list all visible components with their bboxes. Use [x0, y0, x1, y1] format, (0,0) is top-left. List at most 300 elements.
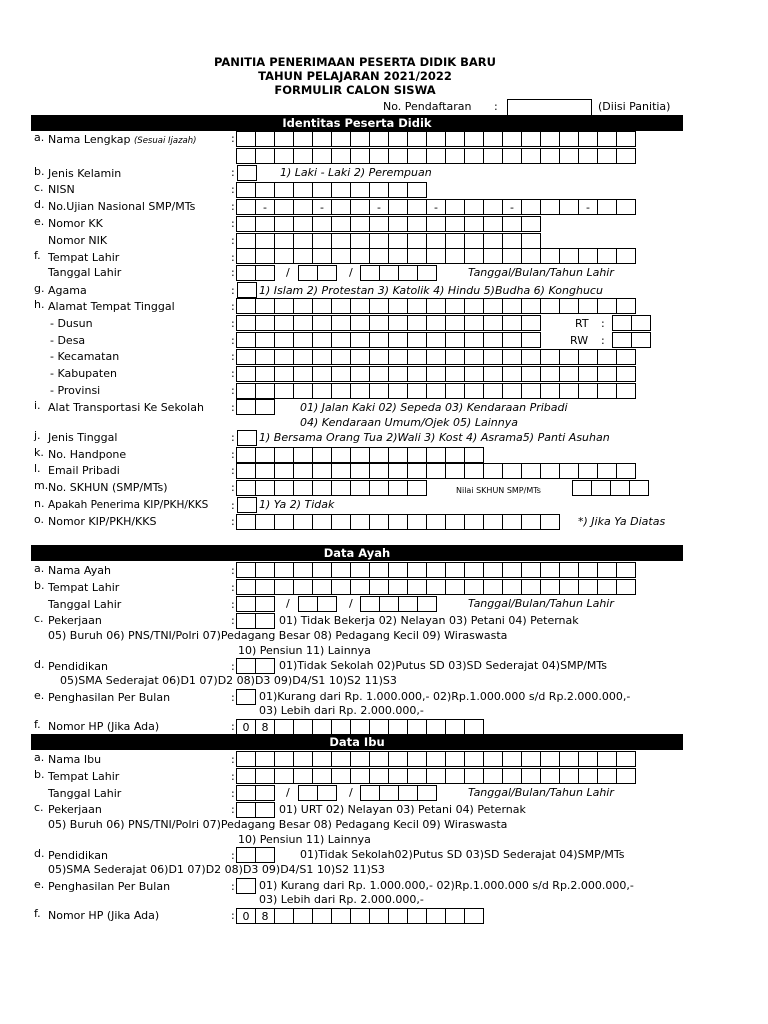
- character-cell[interactable]: [398, 785, 418, 801]
- character-cell[interactable]: [350, 233, 370, 249]
- character-cell[interactable]: [426, 148, 446, 164]
- character-cell[interactable]: [331, 579, 351, 595]
- character-cell[interactable]: [388, 751, 408, 767]
- character-cell[interactable]: [612, 332, 632, 348]
- province-boxes[interactable]: [237, 383, 636, 399]
- character-cell[interactable]: [360, 785, 380, 801]
- character-cell[interactable]: [483, 199, 503, 215]
- character-cell[interactable]: [369, 447, 389, 463]
- character-cell[interactable]: [502, 383, 522, 399]
- character-cell[interactable]: [388, 182, 408, 198]
- phone-boxes[interactable]: [237, 447, 484, 463]
- character-cell[interactable]: [379, 596, 399, 612]
- character-cell[interactable]: [521, 248, 541, 264]
- character-cell[interactable]: [350, 514, 370, 530]
- character-cell[interactable]: [445, 514, 465, 530]
- character-cell[interactable]: [540, 579, 560, 595]
- nik-boxes[interactable]: [237, 233, 541, 249]
- character-cell[interactable]: [293, 383, 313, 399]
- character-cell[interactable]: [616, 248, 636, 264]
- character-cell[interactable]: [483, 383, 503, 399]
- character-cell[interactable]: [483, 233, 503, 249]
- character-cell[interactable]: [293, 315, 313, 331]
- character-cell[interactable]: [597, 248, 617, 264]
- character-cell[interactable]: [369, 366, 389, 382]
- character-cell[interactable]: [350, 216, 370, 232]
- character-cell[interactable]: [312, 332, 332, 348]
- character-cell[interactable]: [597, 366, 617, 382]
- character-cell[interactable]: [274, 349, 294, 365]
- character-cell[interactable]: [312, 463, 332, 479]
- character-cell[interactable]: [274, 233, 294, 249]
- character-cell[interactable]: [350, 751, 370, 767]
- character-cell[interactable]: [388, 383, 408, 399]
- character-cell[interactable]: [369, 562, 389, 578]
- character-cell[interactable]: -: [369, 199, 389, 215]
- birthdate-year-boxes[interactable]: [361, 265, 437, 281]
- character-cell[interactable]: [293, 768, 313, 784]
- character-cell[interactable]: [293, 199, 313, 215]
- character-cell[interactable]: [521, 366, 541, 382]
- character-cell[interactable]: [255, 751, 275, 767]
- character-cell[interactable]: [464, 349, 484, 365]
- character-cell[interactable]: [388, 148, 408, 164]
- character-cell[interactable]: [426, 233, 446, 249]
- character-cell[interactable]: [464, 768, 484, 784]
- character-cell[interactable]: [398, 265, 418, 281]
- character-cell[interactable]: [407, 248, 427, 264]
- character-cell[interactable]: [483, 366, 503, 382]
- character-cell[interactable]: [521, 751, 541, 767]
- character-cell[interactable]: [331, 514, 351, 530]
- character-cell[interactable]: [293, 579, 313, 595]
- character-cell[interactable]: [293, 366, 313, 382]
- character-cell[interactable]: [559, 349, 579, 365]
- character-cell[interactable]: [483, 248, 503, 264]
- character-cell[interactable]: [616, 383, 636, 399]
- character-cell[interactable]: [360, 265, 380, 281]
- character-cell[interactable]: [350, 182, 370, 198]
- full-name-row2-boxes[interactable]: [237, 148, 636, 164]
- character-cell[interactable]: [502, 216, 522, 232]
- character-cell[interactable]: [407, 233, 427, 249]
- residence-box[interactable]: [237, 430, 257, 446]
- character-cell[interactable]: [293, 349, 313, 365]
- character-cell[interactable]: [578, 768, 598, 784]
- character-cell[interactable]: [616, 463, 636, 479]
- character-cell[interactable]: [331, 349, 351, 365]
- mother-job-boxes[interactable]: [237, 802, 275, 818]
- character-cell[interactable]: [331, 447, 351, 463]
- character-cell[interactable]: [521, 315, 541, 331]
- character-cell[interactable]: [445, 298, 465, 314]
- character-cell[interactable]: [629, 480, 649, 496]
- character-cell[interactable]: [398, 596, 418, 612]
- character-cell[interactable]: [274, 383, 294, 399]
- character-cell[interactable]: [317, 785, 337, 801]
- character-cell[interactable]: [293, 514, 313, 530]
- father-birthdate-month-boxes[interactable]: [299, 596, 337, 612]
- nisn-boxes[interactable]: [237, 182, 427, 198]
- character-cell[interactable]: [540, 383, 560, 399]
- character-cell[interactable]: [350, 199, 370, 215]
- character-cell[interactable]: [293, 182, 313, 198]
- character-cell[interactable]: [293, 216, 313, 232]
- character-cell[interactable]: [293, 751, 313, 767]
- character-cell[interactable]: [521, 562, 541, 578]
- character-cell[interactable]: [350, 562, 370, 578]
- character-cell[interactable]: [388, 562, 408, 578]
- character-cell[interactable]: [502, 463, 522, 479]
- character-cell[interactable]: [236, 332, 256, 348]
- character-cell[interactable]: [407, 131, 427, 147]
- character-cell[interactable]: [388, 480, 408, 496]
- address-boxes[interactable]: [237, 298, 636, 314]
- character-cell[interactable]: [255, 463, 275, 479]
- character-cell[interactable]: [540, 248, 560, 264]
- character-cell[interactable]: [540, 514, 560, 530]
- character-cell[interactable]: [417, 265, 437, 281]
- character-cell[interactable]: [559, 366, 579, 382]
- character-cell[interactable]: [426, 366, 446, 382]
- character-cell[interactable]: [369, 233, 389, 249]
- character-cell[interactable]: [274, 298, 294, 314]
- character-cell[interactable]: [298, 785, 318, 801]
- character-cell[interactable]: [616, 366, 636, 382]
- character-cell[interactable]: [483, 579, 503, 595]
- character-cell[interactable]: [379, 785, 399, 801]
- village-boxes[interactable]: [237, 332, 541, 348]
- character-cell[interactable]: [426, 514, 446, 530]
- character-cell[interactable]: [317, 265, 337, 281]
- character-cell[interactable]: [388, 199, 408, 215]
- character-cell[interactable]: [236, 785, 256, 801]
- character-cell[interactable]: [521, 463, 541, 479]
- character-cell[interactable]: [578, 349, 598, 365]
- character-cell[interactable]: [426, 579, 446, 595]
- character-cell[interactable]: [407, 719, 427, 735]
- character-cell[interactable]: [236, 768, 256, 784]
- district-boxes[interactable]: [237, 349, 636, 365]
- character-cell[interactable]: [369, 332, 389, 348]
- character-cell[interactable]: [331, 332, 351, 348]
- character-cell[interactable]: [407, 182, 427, 198]
- character-cell[interactable]: [445, 908, 465, 924]
- character-cell[interactable]: [331, 216, 351, 232]
- character-cell[interactable]: [540, 349, 560, 365]
- character-cell[interactable]: [483, 298, 503, 314]
- character-cell[interactable]: [426, 768, 446, 784]
- character-cell[interactable]: [350, 463, 370, 479]
- character-cell[interactable]: [483, 315, 503, 331]
- mother-birthdate-day-boxes[interactable]: [237, 785, 275, 801]
- character-cell[interactable]: [331, 562, 351, 578]
- character-cell[interactable]: [597, 463, 617, 479]
- character-cell[interactable]: [521, 148, 541, 164]
- kip-number-boxes[interactable]: [237, 514, 560, 530]
- character-cell[interactable]: [559, 148, 579, 164]
- character-cell[interactable]: [274, 480, 294, 496]
- character-cell[interactable]: [236, 751, 256, 767]
- mother-birthdate-year-boxes[interactable]: [361, 785, 437, 801]
- character-cell[interactable]: [502, 366, 522, 382]
- character-cell[interactable]: [445, 579, 465, 595]
- character-cell[interactable]: [502, 768, 522, 784]
- character-cell[interactable]: [388, 908, 408, 924]
- character-cell[interactable]: [236, 514, 256, 530]
- character-cell[interactable]: [293, 298, 313, 314]
- character-cell[interactable]: [407, 332, 427, 348]
- character-cell[interactable]: [578, 562, 598, 578]
- character-cell[interactable]: [293, 719, 313, 735]
- character-cell[interactable]: [483, 131, 503, 147]
- character-cell[interactable]: [274, 315, 294, 331]
- character-cell[interactable]: [350, 768, 370, 784]
- character-cell[interactable]: [255, 182, 275, 198]
- character-cell[interactable]: [255, 349, 275, 365]
- character-cell[interactable]: [540, 298, 560, 314]
- character-cell[interactable]: [236, 596, 256, 612]
- character-cell[interactable]: [445, 768, 465, 784]
- character-cell[interactable]: [236, 216, 256, 232]
- character-cell[interactable]: [521, 514, 541, 530]
- rt-boxes[interactable]: [613, 315, 651, 331]
- character-cell[interactable]: [426, 131, 446, 147]
- character-cell[interactable]: [369, 480, 389, 496]
- character-cell[interactable]: [464, 447, 484, 463]
- character-cell[interactable]: [502, 298, 522, 314]
- character-cell[interactable]: [464, 751, 484, 767]
- character-cell[interactable]: [445, 248, 465, 264]
- character-cell[interactable]: [369, 514, 389, 530]
- character-cell[interactable]: [236, 315, 256, 331]
- character-cell[interactable]: [255, 298, 275, 314]
- character-cell[interactable]: [445, 199, 465, 215]
- character-cell[interactable]: [388, 447, 408, 463]
- character-cell[interactable]: [293, 908, 313, 924]
- character-cell[interactable]: [572, 480, 592, 496]
- character-cell[interactable]: [540, 562, 560, 578]
- character-cell[interactable]: [407, 216, 427, 232]
- character-cell[interactable]: [312, 298, 332, 314]
- character-cell[interactable]: [631, 315, 651, 331]
- character-cell[interactable]: [464, 366, 484, 382]
- character-cell[interactable]: [597, 383, 617, 399]
- character-cell[interactable]: [255, 265, 275, 281]
- character-cell[interactable]: [369, 751, 389, 767]
- character-cell[interactable]: [540, 148, 560, 164]
- character-cell[interactable]: [369, 248, 389, 264]
- character-cell[interactable]: [274, 199, 294, 215]
- character-cell[interactable]: [255, 383, 275, 399]
- character-cell[interactable]: [578, 248, 598, 264]
- character-cell[interactable]: [350, 248, 370, 264]
- character-cell[interactable]: [464, 216, 484, 232]
- character-cell[interactable]: [578, 579, 598, 595]
- character-cell[interactable]: [407, 463, 427, 479]
- character-cell[interactable]: [426, 908, 446, 924]
- character-cell[interactable]: [407, 447, 427, 463]
- character-cell[interactable]: [559, 463, 579, 479]
- character-cell[interactable]: [502, 751, 522, 767]
- character-cell[interactable]: [317, 596, 337, 612]
- character-cell[interactable]: [236, 265, 256, 281]
- character-cell[interactable]: [578, 298, 598, 314]
- character-cell[interactable]: [464, 199, 484, 215]
- character-cell[interactable]: 8: [255, 908, 275, 924]
- character-cell[interactable]: [274, 751, 294, 767]
- father-birthplace-boxes[interactable]: [237, 579, 636, 595]
- character-cell[interactable]: [521, 298, 541, 314]
- character-cell[interactable]: [312, 751, 332, 767]
- character-cell[interactable]: [407, 514, 427, 530]
- character-cell[interactable]: -: [426, 199, 446, 215]
- mother-income-boxes[interactable]: [237, 878, 256, 894]
- character-cell[interactable]: 0: [236, 908, 256, 924]
- character-cell[interactable]: [426, 751, 446, 767]
- character-cell[interactable]: [631, 332, 651, 348]
- character-cell[interactable]: [350, 298, 370, 314]
- character-cell[interactable]: [445, 349, 465, 365]
- character-cell[interactable]: [445, 233, 465, 249]
- father-job-boxes[interactable]: [237, 613, 275, 629]
- father-education-boxes[interactable]: [237, 658, 275, 674]
- character-cell[interactable]: [298, 265, 318, 281]
- character-cell[interactable]: [426, 315, 446, 331]
- character-cell[interactable]: [445, 383, 465, 399]
- character-cell[interactable]: [445, 216, 465, 232]
- character-cell[interactable]: [445, 562, 465, 578]
- character-cell[interactable]: [483, 562, 503, 578]
- registration-number-field[interactable]: [507, 99, 592, 116]
- character-cell[interactable]: [445, 315, 465, 331]
- character-cell[interactable]: [616, 349, 636, 365]
- mother-birthplace-boxes[interactable]: [237, 768, 636, 784]
- character-cell[interactable]: [369, 908, 389, 924]
- character-cell[interactable]: [426, 216, 446, 232]
- character-cell[interactable]: [331, 131, 351, 147]
- character-cell[interactable]: [616, 751, 636, 767]
- character-cell[interactable]: [236, 298, 256, 314]
- birthplace-boxes[interactable]: [237, 248, 636, 264]
- character-cell[interactable]: [331, 480, 351, 496]
- character-cell[interactable]: [426, 349, 446, 365]
- character-cell[interactable]: [521, 579, 541, 595]
- character-cell[interactable]: [350, 148, 370, 164]
- character-cell[interactable]: [369, 298, 389, 314]
- character-cell[interactable]: [464, 383, 484, 399]
- character-cell[interactable]: [388, 719, 408, 735]
- character-cell[interactable]: [597, 298, 617, 314]
- character-cell[interactable]: 0: [236, 719, 256, 735]
- character-cell[interactable]: [445, 719, 465, 735]
- character-cell[interactable]: [407, 579, 427, 595]
- character-cell[interactable]: [255, 447, 275, 463]
- character-cell[interactable]: [616, 579, 636, 595]
- character-cell[interactable]: [255, 847, 275, 863]
- character-cell[interactable]: [464, 233, 484, 249]
- character-cell[interactable]: [502, 315, 522, 331]
- character-cell[interactable]: [483, 332, 503, 348]
- character-cell[interactable]: [521, 332, 541, 348]
- character-cell[interactable]: [417, 785, 437, 801]
- character-cell[interactable]: [445, 131, 465, 147]
- character-cell[interactable]: [417, 596, 437, 612]
- character-cell[interactable]: [350, 383, 370, 399]
- full-name-row1-boxes[interactable]: [237, 131, 636, 147]
- mother-education-boxes[interactable]: [237, 847, 275, 863]
- character-cell[interactable]: [331, 248, 351, 264]
- character-cell[interactable]: [274, 447, 294, 463]
- father-phone-boxes[interactable]: [237, 719, 484, 735]
- character-cell[interactable]: [255, 131, 275, 147]
- character-cell[interactable]: [255, 514, 275, 530]
- character-cell[interactable]: [293, 233, 313, 249]
- character-cell[interactable]: [502, 349, 522, 365]
- character-cell[interactable]: [331, 148, 351, 164]
- character-cell[interactable]: [616, 298, 636, 314]
- character-cell[interactable]: [445, 366, 465, 382]
- character-cell[interactable]: [312, 366, 332, 382]
- character-cell[interactable]: [407, 298, 427, 314]
- character-cell[interactable]: [236, 349, 256, 365]
- character-cell[interactable]: [578, 366, 598, 382]
- birthdate-month-boxes[interactable]: [299, 265, 337, 281]
- character-cell[interactable]: [578, 463, 598, 479]
- gender-box[interactable]: [237, 165, 257, 181]
- birthdate-day-boxes[interactable]: [237, 265, 275, 281]
- character-cell[interactable]: [236, 802, 256, 818]
- character-cell[interactable]: [350, 447, 370, 463]
- character-cell[interactable]: [540, 463, 560, 479]
- character-cell[interactable]: [255, 785, 275, 801]
- character-cell[interactable]: [591, 480, 611, 496]
- character-cell[interactable]: [369, 579, 389, 595]
- character-cell[interactable]: [274, 216, 294, 232]
- character-cell[interactable]: [464, 332, 484, 348]
- father-income-boxes[interactable]: [237, 689, 256, 705]
- character-cell[interactable]: [255, 248, 275, 264]
- character-cell[interactable]: [426, 248, 446, 264]
- character-cell[interactable]: [274, 514, 294, 530]
- character-cell[interactable]: [502, 332, 522, 348]
- character-cell[interactable]: [426, 719, 446, 735]
- character-cell[interactable]: [483, 514, 503, 530]
- character-cell[interactable]: [483, 349, 503, 365]
- character-cell[interactable]: [350, 480, 370, 496]
- character-cell[interactable]: [312, 768, 332, 784]
- character-cell[interactable]: [350, 131, 370, 147]
- character-cell[interactable]: [559, 298, 579, 314]
- character-cell[interactable]: [540, 131, 560, 147]
- character-cell[interactable]: [369, 463, 389, 479]
- character-cell[interactable]: [369, 315, 389, 331]
- father-birthdate-day-boxes[interactable]: [237, 596, 275, 612]
- character-cell[interactable]: [369, 131, 389, 147]
- character-cell[interactable]: [445, 751, 465, 767]
- character-cell[interactable]: [559, 579, 579, 595]
- character-cell[interactable]: [331, 298, 351, 314]
- character-cell[interactable]: -: [312, 199, 332, 215]
- character-cell[interactable]: [388, 298, 408, 314]
- character-cell[interactable]: 8: [255, 719, 275, 735]
- character-cell[interactable]: [255, 596, 275, 612]
- character-cell[interactable]: [616, 131, 636, 147]
- character-cell[interactable]: [616, 562, 636, 578]
- character-cell[interactable]: [255, 216, 275, 232]
- character-cell[interactable]: [255, 332, 275, 348]
- character-cell[interactable]: [407, 199, 427, 215]
